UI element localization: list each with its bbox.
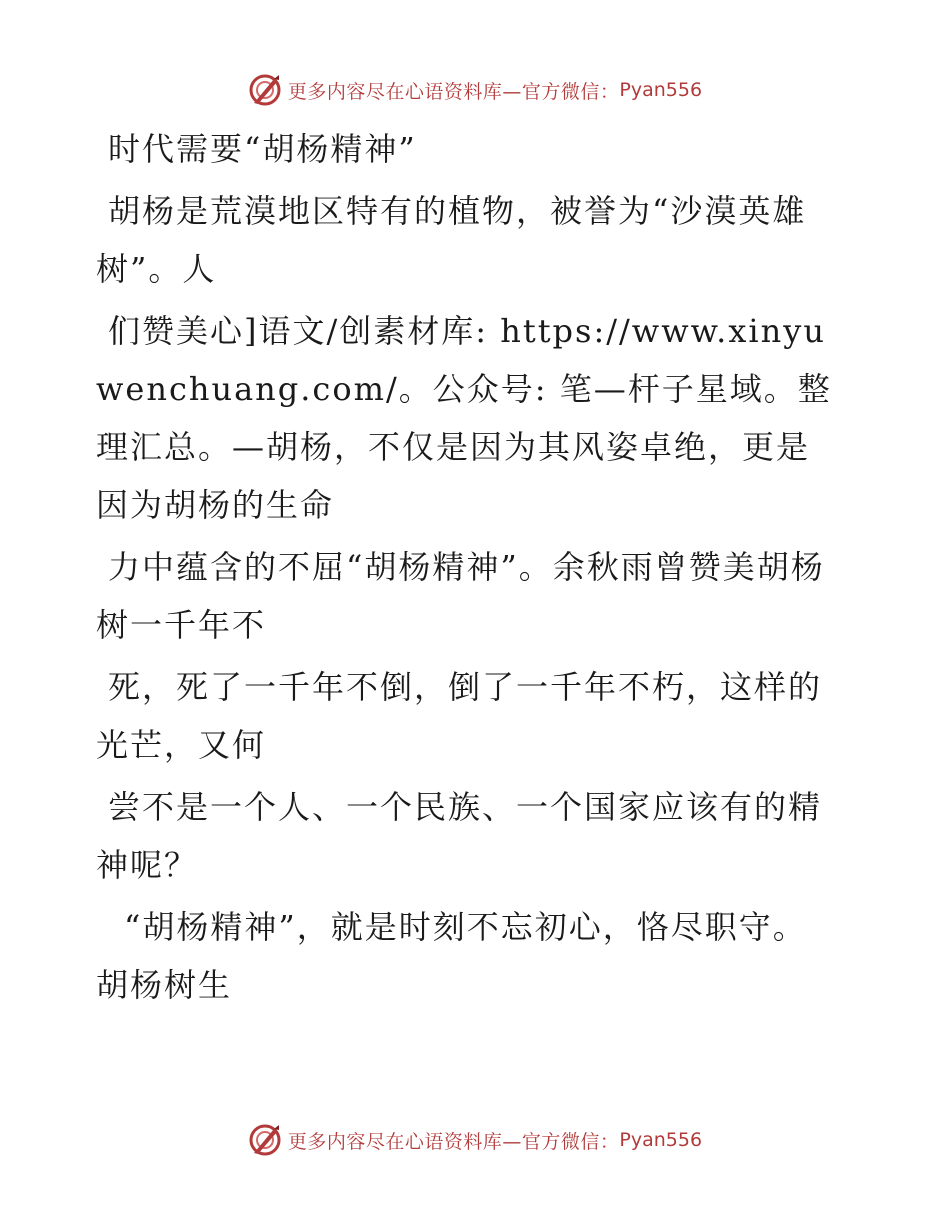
paragraph: 尝不是一个人、一个民族、一个国家应该有的精神呢？: [96, 788, 823, 884]
paragraph: 们赞美心]语文/创素材库: https://www.xinyuwenchuang.com/。公众号: 笔—杆子星域。整理汇总。—胡杨，不仅是因为其风姿卓绝，更是因为胡杨的生命: [96, 312, 832, 524]
paragraph: 死，死了一千年不倒，倒了一千年不朽，这样的光芒，又何: [96, 668, 823, 764]
quill-pen-logo-icon: [248, 73, 282, 107]
document-body: [96, 120, 836, 1018]
banner-text: 更多内容尽在心语资料库—官方微信：: [287, 80, 620, 103]
header-watermark-banner: [0, 70, 950, 110]
paragraph: “胡杨精神”，就是时刻不忘初心，恪尽职守。胡杨树生: [96, 908, 807, 1004]
footer-watermark-banner: [0, 1120, 950, 1160]
banner-text: 更多内容尽在心语资料库—官方微信：: [287, 1130, 620, 1153]
document-title: 时代需要“胡杨精神”: [108, 130, 417, 168]
banner-wechat-id: Pyan556: [619, 1129, 703, 1151]
paragraph: 力中蕴含的不屈“胡杨精神”。余秋雨曾赞美胡杨树一千年不: [96, 548, 825, 644]
banner-wechat-id: Pyan556: [619, 79, 703, 101]
paragraph: 胡杨是荒漠地区特有的植物，被誉为“沙漠英雄树”。人: [96, 192, 807, 288]
quill-pen-logo-icon: [248, 1123, 282, 1157]
